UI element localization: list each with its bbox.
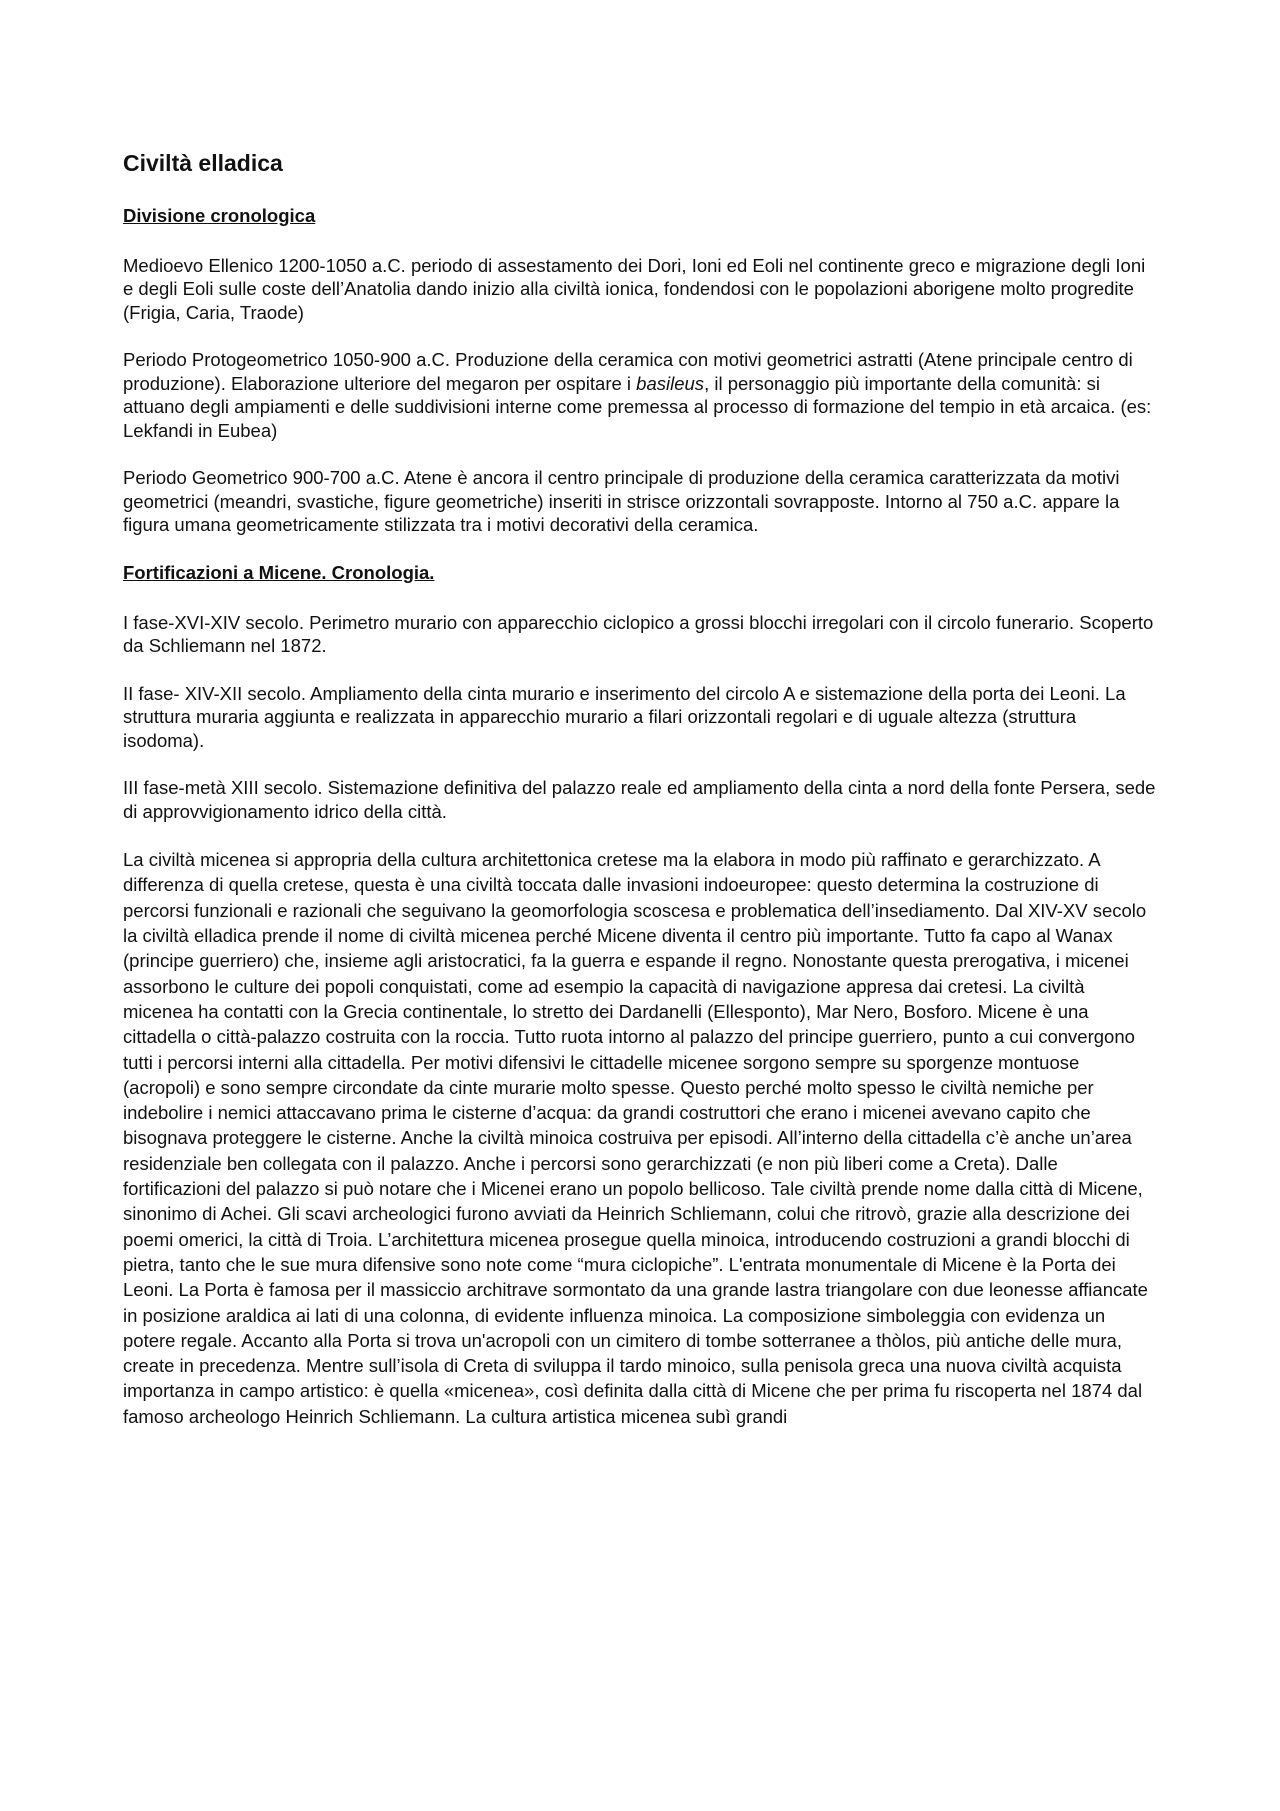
paragraph-fase-3: III fase-metà XIII secolo. Sistemazione definitiva del palazzo reale ed ampliamento della cinta a nord della fonte Persera, sede di approvvigionamento idrico della città. xyxy=(123,777,1156,822)
section-heading-divisione-cronologica: Divisione cronologica xyxy=(123,204,316,226)
document-title: Civiltà elladica xyxy=(123,150,283,176)
document-page xyxy=(123,150,1158,1453)
italic-term: basileus xyxy=(636,372,705,394)
paragraph-periodo-protogeometrico xyxy=(123,348,1158,442)
paragraph-text: Periodo Protogeometrico 1050-900 a.C. Produzione della ceramica con motivi geometrici astratti (Atene principale centro di produzione). Elaborazione ulteriore del megaron per ospitare i xyxy=(123,349,1133,394)
paragraph-text: , il personaggio più importante della comunità: si attuano degli ampiamenti e delle suddivisioni interne come premessa al processo di formazione del tempio in età arcaica. (es: Lekfandi in Eubea) xyxy=(123,372,1152,441)
paragraph-fase-1: I fase-XVI-XIV secolo. Perimetro murario con apparecchio ciclopico a grossi blocchi irregolari con il circolo funerario. Scoperto da Schliemann nel 1872. xyxy=(123,611,1154,657)
paragraph-fase-2: II fase- XIV-XII secolo. Ampliamento della cinta murario e inserimento del circolo A e sistemazione della porta dei Leoni. La struttura muraria aggiunta e realizzata in apparecchio murario a filari orizzontali regolari e di uguale altezza (struttura isodoma). xyxy=(123,682,1126,751)
paragraph-civilta-micenea: La civiltà micenea si appropria della cultura architettonica cretese ma la elabora in modo più raffinato e gerarchizzato. A differenza di quella cretese, questa è una civiltà toccata dalle invasioni indoeuropee: questo determina la costruzione di percorsi funzionali e razionali che seguivano la geomorfologia scoscesa e problematica dell’insediamento. Dal XIV-XV secolo la civiltà elladica prende il nome di civiltà micenea perché Micene diventa il centro più importante. Tutto fa capo al Wanax (principe guerriero) che, insieme agli aristocratici, fa la guerra e espande il regno. Nonostante questa prerogativa, i micenei assorbono le culture dei popoli conquistati, come ad esempio la capacità di navigazione appresa dai cretesi. La civiltà micenea ha contatti con la Grecia continentale, lo stretto dei Dardanelli (Ellesponto), Mar Nero, Bosforo. Micene è una cittadella o città-palazzo costruita con la roccia. Tutto ruota intorno al palazzo del principe guerriero, punto a cui convergono tutti i percorsi interni alla cittadella. Per motivi difensivi le cittadelle micenee sorgono sempre su sporgenze montuose (acropoli) e sono sempre circondate da cinte murarie molto spesse. Questo perché molto spesso le civiltà nemiche per indebolire i nemici attaccavano prima le cisterne d’acqua: da grandi costruttori che erano i micenei avevano capito che bisognava proteggere le cisterne. Anche la civiltà minoica costruiva per episodi. All’interno della cittadella c’è anche un’area residenziale ben collegata con il palazzo. Anche i percorsi sono gerarchizzati (e non più liberi come a Creta). Dalle fortificazioni del palazzo si può notare che i Micenei erano un popolo bellicoso. Tale civiltà prende nome dalla città di Micene, sinonimo di Achei. Gli scavi archeologici furono avviati da Heinrich Schliemann, colui che ritrovò, grazie alla descrizione dei poemi omerici, la città di Troia. L’architettura micenea prosegue quella minoica, introducendo costruzioni a grandi blocchi di pietra, tanto che le sue mura difensive sono note come “mura ciclopiche”. L'entrata monumentale di Micene è la Porta dei Leoni. La Porta è famosa per il massiccio architrave sormontato da una grande lastra triangolare con due leonesse affiancate in posizione araldica ai lati di una colonna, di evidente influenza minoica. La composizione simboleggia con evidenza un potere regale. Accanto alla Porta si trova un'acropoli con un cimitero di tombe sotterranee a thòlos, più antiche delle mura, create in precedenza. Mentre sull’isola di Creta di sviluppa il tardo minoico, sulla penisola greca una nuova civiltà acquista importanza in campo artistico: è quella «micenea», così definita dalla città di Micene che per prima fu riscoperta nel 1874 dal famoso archeologo Heinrich Schliemann. La cultura artistica micenea subì grandi xyxy=(123,849,1148,1427)
section-heading-fortificazioni: Fortificazioni a Micene. Cronologia. xyxy=(123,561,435,583)
paragraph-periodo-geometrico: Periodo Geometrico 900-700 a.C. Atene è ancora il centro principale di produzione della ceramica caratterizzata da motivi geometrici (meandri, svastiche, figure geometriche) inseriti in strisce orizzontali sovrapposte. Intorno al 750 a.C. appare la figura umana geometricamente stilizzata tra i motivi decorativi della ceramica. xyxy=(123,467,1120,536)
paragraph-medioevo-ellenico: Medioevo Ellenico 1200-1050 a.C. periodo di assestamento dei Dori, Ioni ed Eoli nel continente greco e migrazione degli Ioni e degli Eoli sulle coste dell’Anatolia dando inizio alla civiltà ionica, fondendosi con le popolazioni aborigene molto progredite (Frigia, Caria, Traode) xyxy=(123,254,1146,323)
